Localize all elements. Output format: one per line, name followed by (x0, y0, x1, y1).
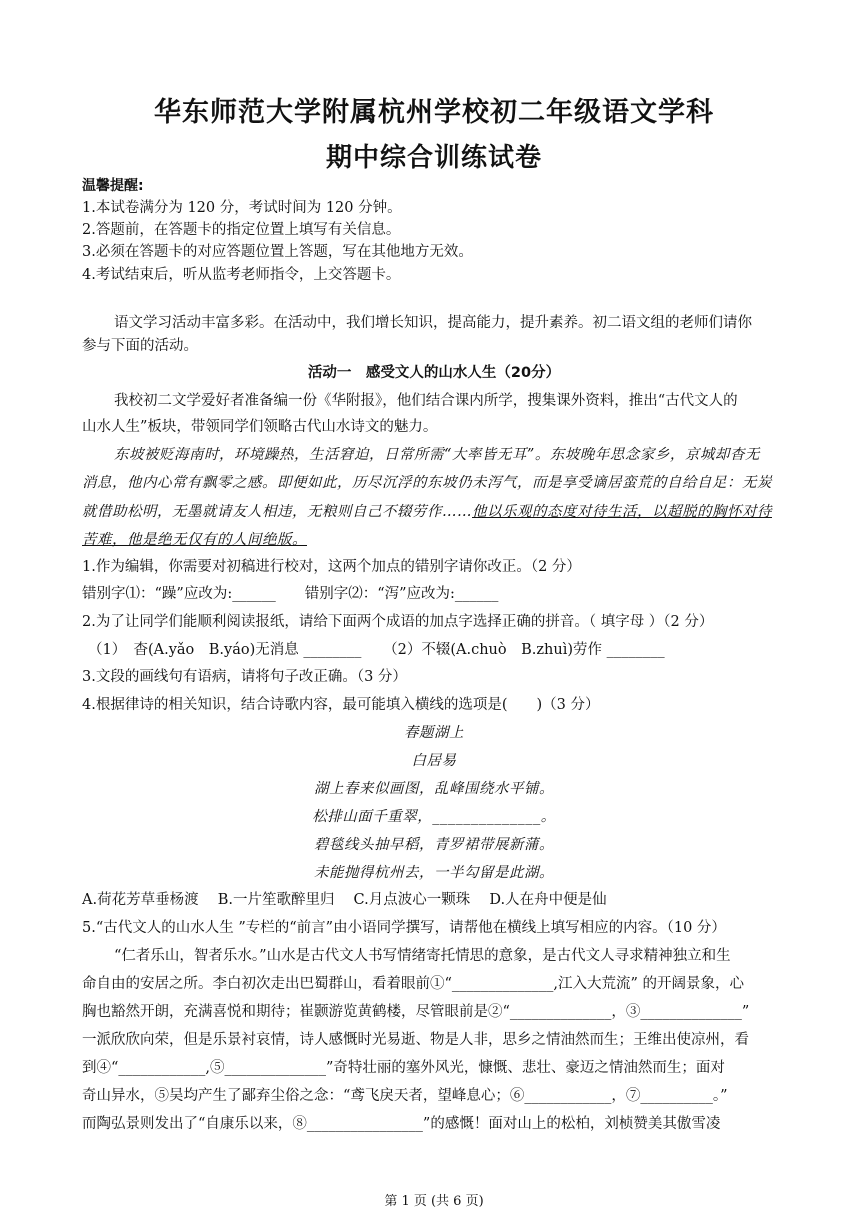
exam-title: 华东师范大学附属杭州学校初二年级语文学科 (154, 97, 714, 128)
intro-line: 语文学习活动丰富多彩。在活动中，我们增长知识，提高能力，提升素养。初二语文组的老师们请你 (114, 315, 752, 331)
passage-line (82, 501, 798, 523)
underlined-sentence: 他以乐观的态度对待生活，以超脱的胸怀对待 (472, 504, 772, 520)
poem-title: 春题湖上 (404, 725, 464, 741)
q5-text-line: 一派欣欣向荣，但是乐景衬哀情，诗人感慨时光易逝、物是人非，思乡之情油然而生；王维出使凉州，看 (82, 1032, 749, 1048)
question-3: 3.文段的画线句有语病，请将句子改正确。（3 分） (82, 669, 407, 685)
passage-line: 消息，他内心常有飘零之感。即便如此，历尽沉浮的东坡仍未泻气，而是享受谪居蛮荒的自给自足：无炭 (82, 475, 772, 491)
poem-line: 松排山面千重翠，______________。 (312, 809, 556, 825)
tips-heading: 温馨提醒: (82, 178, 144, 194)
tip-item: 1.本试卷满分为 120 分，考试时间为 120 分钟。 (82, 200, 402, 216)
intro-line: 参与下面的活动。 (82, 338, 198, 354)
exam-subtitle: 期中综合训练试卷 (325, 143, 542, 173)
poem-line: 湖上春来似画图，乱峰围绕水平铺。 (314, 781, 554, 797)
question-1: 1.作为编辑，你需要对初稿进行校对，这两个加点的错别字请你改正。（2 分） (82, 559, 581, 575)
passage-line: 东坡被贬海南时，环境躁热，生活窘迫，日常所需“大率皆无耳”。东坡晚年思念家乡，京城却杳无 (114, 447, 760, 463)
question-4-choices: A.荷花芳草垂杨渡 B.一片笙歌醉里归 C.月点波心一颗珠 D.人在舟中便是仙 (82, 892, 607, 908)
tip-item: 3.必须在答题卡的对应答题位置上答题，写在其他地方无效。 (82, 244, 473, 260)
passage-text: 就借助松明，无墨就请友人相违，无粮则自己不辍劳作…… (82, 504, 472, 520)
activity-heading: 活动一 感受文人的山水人生（20分） (307, 365, 561, 381)
q5-text-line: 奇山异水，⑤吴均产生了鄙弃尘俗之念：“鸢飞戾天者，望峰息心；⑥____________，⑦__________。” (82, 1088, 728, 1104)
poem-line: 未能抛得杭州去，一半勾留是此湖。 (314, 865, 554, 881)
question-2: 2.为了让同学们能顺利阅读报纸，请给下面两个成语的加点字选择正确的拼音。（ 填字母 ）（2 分） (82, 614, 714, 630)
poem-author: 白居易 (411, 753, 457, 769)
q5-text-line: “仁者乐山，智者乐水。”山水是古代文人书写情绪寄托情思的意象，是古代文人寻求精神独立和生 (114, 948, 731, 964)
activity-intro-line: 我校初二文学爱好者准备编一份《华附报》，他们结合课内所学，搜集课外资料，推出“古代文人的 (114, 393, 738, 409)
q5-text-line: 而陶弘景则发出了“自康乐以来，⑧________________”的感慨！面对山上的松柏，刘桢赞美其傲雪凌 (82, 1116, 721, 1132)
activity-intro-line: 山水人生”板块，带领同学们领略古代山水诗文的魅力。 (82, 419, 438, 435)
q5-text-line: 到④“____________,⑤______________”奇特壮丽的塞外风光，慷慨、悲壮、豪迈之情油然而生；面对 (82, 1060, 725, 1076)
tip-item: 4.考试结束后，听从监考老师指令，上交答题卡。 (82, 267, 401, 283)
question-2-options: （1） 杳(A.yǎo B.yáo)无消息 ________ （2）不辍(A.chuò B.zhuì)劳作 ________ (88, 642, 665, 658)
poem-line: 碧毯线头抽早稻，青罗裙带展新蒲。 (314, 837, 554, 853)
question-5: 5.“古代文人的山水人生 ”专栏的“前言”由小语同学撰写，请帮他在横线上填写相应的内容。（10 分） (82, 920, 726, 936)
tip-item: 2.答题前，在答题卡的指定位置上填写有关信息。 (82, 222, 401, 238)
q5-text-line: 命自由的安居之所。李白初次走出巴蜀群山，看着眼前①“______________,江入大荒流” 的开阔景象，心 (82, 976, 745, 992)
question-1-answer: 错别字⑴：“躁”应改为:______ 错别字⑵：“泻”应改为:______ (82, 586, 499, 602)
question-4: 4.根据律诗的相关知识，结合诗歌内容，最可能填入横线的选项是( )（3 分） (82, 697, 600, 713)
page-footer: 第 1 页 (共 6 页) (384, 1194, 484, 1209)
underlined-sentence-end: 苦难，他是绝无仅有的人间绝版。 (82, 532, 307, 548)
q5-text-line: 胸也豁然开朗，充满喜悦和期待；崔颢游览黄鹤楼，尽管眼前是②“______________，③______________” (82, 1004, 750, 1020)
